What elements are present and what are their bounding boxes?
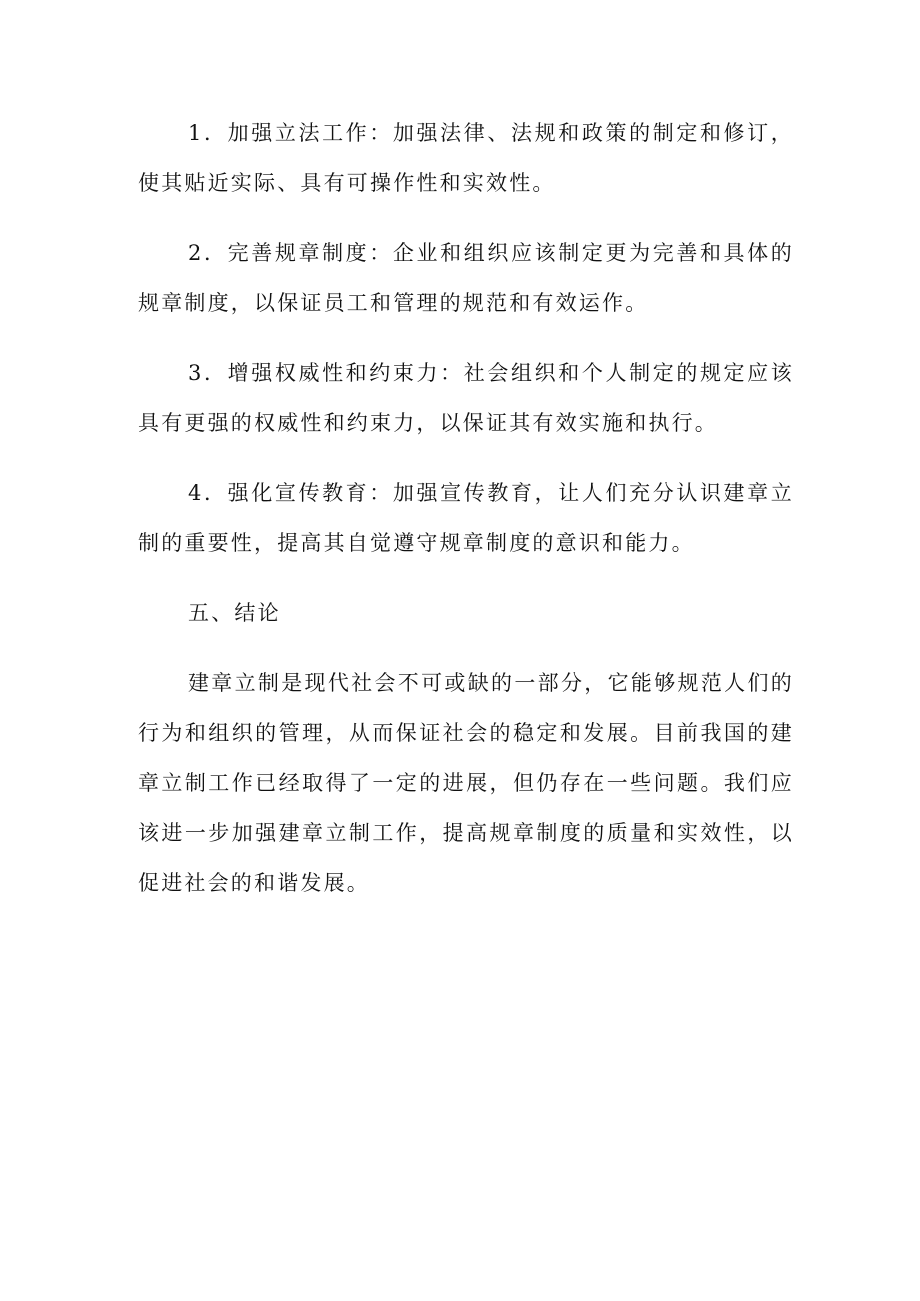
- section-heading: 五、结论: [188, 601, 281, 625]
- conclusion-paragraph: 建章立制是现代社会不可或缺的一部分，它能够规范人们的行为和组织的管理，从而保证社会的稳定和发展。目前我国的建章立制工作已经取得了一定的进展，但仍存在一些问题。我们应该进一步加强建章立制工作，提高规章制度的质量和实效性，以促进社会的和谐发展。: [138, 671, 794, 895]
- list-item-4: 4．强化宣传教育：加强宣传教育，让人们充分认识建章立制的重要性，提高其自觉遵守规章制度的意识和能力。: [138, 481, 794, 555]
- list-item-1: 1．加强立法工作：加强法律、法规和政策的制定和修订，使其贴近实际、具有可操作性和实效性。: [138, 121, 794, 195]
- list-item-2: 2．完善规章制度：企业和组织应该制定更为完善和具体的规章制度，以保证员工和管理的规范和有效运作。: [138, 241, 794, 315]
- list-item-3: 3．增强权威性和约束力：社会组织和个人制定的规定应该具有更强的权威性和约束力，以保证其有效实施和执行。: [138, 361, 794, 435]
- document-body: [138, 108, 794, 908]
